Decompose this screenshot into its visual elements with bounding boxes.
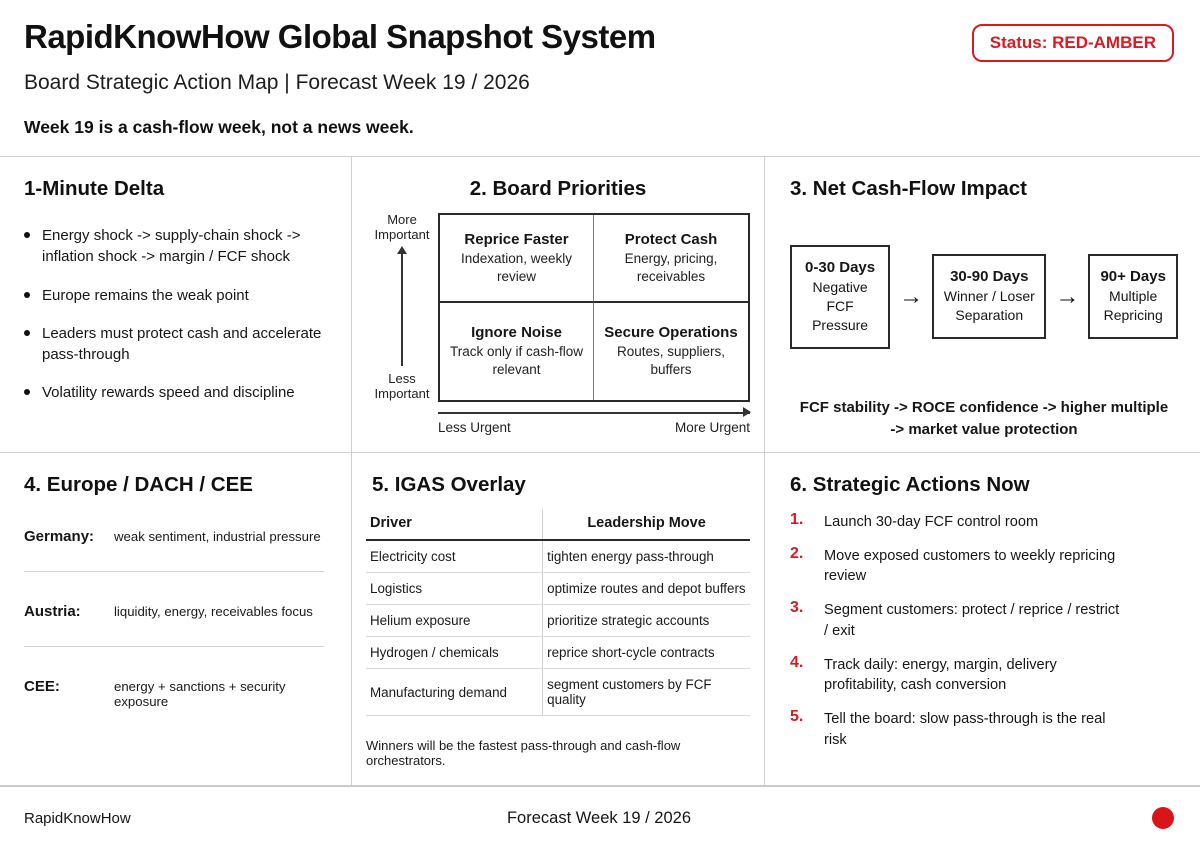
column-header-leadership-move: Leadership Move (543, 509, 750, 540)
quadrant-ignore-noise (440, 303, 594, 400)
cell-driver: Electricity cost (366, 540, 543, 573)
delta-bullet-list (24, 225, 333, 404)
action-item (790, 511, 1178, 533)
panel-board-priorities (352, 157, 765, 453)
panel-4-title: 4. Europe / DACH / CEE (24, 473, 253, 496)
cell-move: segment customers by FCF quality (543, 669, 750, 716)
stage-desc: Multiple Repricing (1103, 288, 1163, 324)
panel-1-title: 1-Minute Delta (24, 177, 165, 200)
footer (0, 785, 1200, 849)
quadrant-protect-cash (594, 215, 748, 303)
quadrant-reprice-faster (440, 215, 594, 303)
actions-list (790, 511, 1178, 750)
bullet-text: Volatility rewards speed and discipline (42, 384, 295, 402)
region-value: energy + sanctions + security exposure (114, 679, 286, 709)
bullet-icon (24, 292, 30, 298)
table-row (366, 573, 750, 605)
action-text: Tell the board: slow pass-through is the real risk (824, 711, 1106, 748)
quadrant-title: Reprice Faster (464, 230, 569, 248)
page-title: RapidKnowHow Global Snapshot System (24, 18, 656, 55)
cell-driver: Logistics (366, 573, 543, 605)
cash-flow-timeline (790, 245, 1178, 349)
cell-driver: Hydrogen / chemicals (366, 637, 543, 669)
cell-move: prioritize strategic accounts (543, 605, 750, 637)
action-item (790, 708, 1178, 750)
footer-forecast-week: Forecast Week 19 / 2026 (506, 808, 692, 827)
action-number: 5. (790, 708, 804, 726)
action-text: Track daily: energy, margin, delivery profitability, cash conversion (824, 656, 1057, 694)
cell-move: reprice short-cycle contracts (543, 637, 750, 669)
stage-period: 0-30 Days (805, 259, 876, 276)
list-item (24, 285, 324, 306)
table-row (366, 669, 750, 716)
action-item (790, 654, 1178, 696)
quadrant-desc: Indexation, weekly review (460, 250, 573, 284)
action-number: 3. (790, 599, 804, 617)
bullet-text: Leaders must protect cash and accelerate pass-through (42, 324, 322, 364)
action-number: 1. (790, 511, 804, 528)
bullet-icon (24, 389, 30, 395)
cash-flow-summary: FCF stability -> ROCE confidence -> higher multiple -> market value protection (799, 398, 1169, 439)
divider (24, 571, 324, 572)
region-row-cee (24, 678, 333, 709)
footer-brand: RapidKnowHow (24, 809, 131, 827)
action-text: Launch 30-day FCF control room (824, 514, 1039, 530)
page-subtitle: Board Strategic Action Map | Forecast Week 19 / 2026 (24, 71, 530, 94)
table-row (366, 637, 750, 669)
action-text: Move exposed customers to weekly repricing review (824, 547, 1116, 585)
cell-driver: Manufacturing demand (366, 669, 543, 716)
bullet-icon (24, 330, 30, 336)
region-label: Austria: (24, 603, 81, 620)
bullet-text: Energy shock -> supply-chain shock -> inflation shock -> margin / FCF shock (42, 227, 301, 266)
quadrant-title: Protect Cash (624, 230, 718, 248)
footer-status-dot-wrap (874, 807, 1174, 829)
cell-move: optimize routes and depot buffers (543, 573, 750, 605)
matrix-x-axis (438, 412, 750, 435)
quadrant-title: Ignore Noise (471, 324, 562, 342)
matrix-y-axis (366, 213, 438, 402)
x-axis-right-label: More Urgent (674, 420, 750, 435)
stage-desc: Negative FCF Pressure (812, 279, 869, 333)
table-row (366, 540, 750, 573)
panel-3-title: 3. Net Cash-Flow Impact (790, 177, 1027, 200)
right-arrow-icon (438, 412, 750, 414)
bullet-text: Europe remains the weak point (42, 286, 249, 304)
panel-strategic-actions (765, 453, 1200, 785)
quadrant-title: Secure Operations (604, 324, 738, 342)
action-number: 4. (790, 653, 804, 671)
key-statement: Week 19 is a cash-flow week, not a news week. (24, 117, 414, 137)
x-axis-left-label: Less Urgent (438, 420, 511, 435)
quadrant-secure-operations (594, 303, 748, 400)
flow-stage-0-30 (790, 245, 890, 349)
bullet-icon (24, 232, 30, 238)
region-label: CEE: (24, 678, 60, 695)
igas-footnote: Winners will be the fastest pass-through and cash-flow orchestrators. (366, 738, 681, 768)
flow-stage-30-90 (932, 254, 1046, 339)
panel-europe-dach-cee (0, 453, 352, 785)
region-row-germany (24, 528, 333, 545)
header (0, 0, 1200, 157)
region-value: liquidity, energy, receivables focus (114, 604, 313, 619)
panel-2-title: 2. Board Priorities (469, 177, 647, 200)
quadrant-desc: Routes, suppliers, buffers (616, 344, 726, 377)
action-item (790, 545, 1178, 587)
column-header-driver: Driver (366, 509, 543, 540)
status-badge: Status: RED-AMBER (972, 24, 1174, 62)
stage-desc: Winner / Loser Separation (943, 288, 1035, 324)
region-value: weak sentiment, industrial pressure (114, 529, 321, 544)
igas-table (366, 509, 750, 716)
up-arrow-icon (401, 249, 403, 366)
priority-matrix (366, 213, 750, 402)
table-header-row (366, 509, 750, 540)
stage-period: 90+ Days (1100, 268, 1166, 286)
matrix-quadrants (438, 213, 750, 402)
region-row-austria (24, 603, 333, 620)
y-axis-top-label: More Important (374, 212, 430, 242)
list-item (24, 225, 324, 268)
action-number: 2. (790, 544, 804, 562)
region-label: Germany: (24, 528, 95, 545)
panel-igas-overlay (352, 453, 765, 785)
quadrant-desc: Energy, pricing, receivables (624, 250, 718, 284)
quadrant-desc: Track only if cash-flow relevant (449, 344, 584, 377)
red-status-dot-icon (1152, 807, 1174, 829)
action-text: Segment customers: protect / reprice / restrict / exit (824, 602, 1120, 639)
table-row (366, 605, 750, 637)
panel-5-title: 5. IGAS Overlay (372, 473, 526, 496)
panel-6-title: 6. Strategic Actions Now (790, 473, 1030, 496)
right-arrow-icon: → (1055, 282, 1080, 310)
divider (24, 646, 324, 647)
right-arrow-icon: → (899, 282, 924, 310)
cell-move: tighten energy pass-through (543, 540, 750, 573)
panel-net-cash-flow (765, 157, 1200, 453)
cell-driver: Helium exposure (366, 605, 543, 637)
flow-stage-90-plus (1088, 254, 1178, 339)
list-item (24, 382, 324, 403)
panel-grid (0, 157, 1200, 785)
y-axis-bottom-label: Less Important (374, 371, 430, 402)
panel-1-minute-delta (0, 157, 352, 453)
list-item (24, 323, 324, 366)
action-item (790, 599, 1178, 641)
stage-period: 30-90 Days (950, 268, 1029, 286)
